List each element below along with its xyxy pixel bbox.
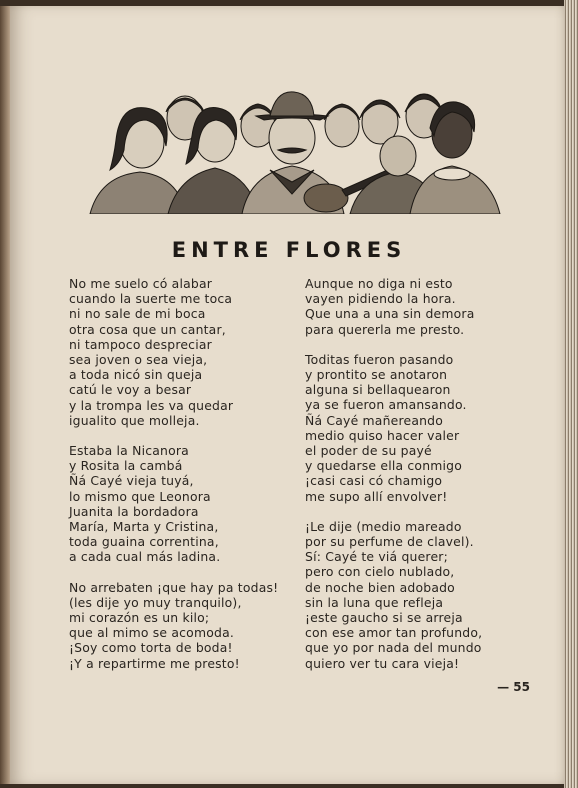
verse-line: y Rosita la cambá: [69, 458, 183, 474]
stanza: [305, 276, 482, 337]
left-column: [69, 276, 278, 686]
verse-line: ¡casi casi có chamigo: [305, 473, 443, 489]
verse-line: vayen pidiendo la hora.: [305, 291, 456, 307]
verse-line: por su perfume de clavel).: [305, 534, 474, 550]
verse-line: pero con cielo nublado,: [305, 564, 455, 580]
verse-line: Ñá Cayé mañereando: [305, 412, 444, 428]
verse-line: que yo por nada del mundo: [305, 640, 482, 656]
verse-line: ¡Soy como torta de boda!: [69, 640, 233, 656]
right-column: [305, 276, 482, 686]
verse-line: Que una a una sin demora: [305, 306, 475, 322]
verse-line: toda guaina correntina,: [69, 534, 219, 550]
verse-line: alguna si bellaquearon: [305, 382, 451, 398]
verse-line: Aunque no diga ni esto: [305, 276, 453, 291]
verse-line: María, Marta y Cristina,: [69, 519, 219, 535]
verse-line: ni no sale de mi boca: [69, 306, 206, 322]
page-number: — 55: [497, 680, 530, 694]
stanza: [69, 276, 278, 428]
verse-line: Toditas fueron pasando: [305, 351, 454, 367]
verse-line: No arrebaten ¡que hay pa todas!: [69, 579, 279, 595]
verse-line: sin la luna que refleja: [305, 594, 444, 610]
verse-line: ¡Y a repartirme me presto!: [69, 655, 240, 671]
illustration-figures: [80, 90, 510, 214]
verse-line: lo mismo que Leonora: [69, 488, 211, 504]
verse-line: a cada cual más ladina.: [69, 549, 221, 565]
verse-line: y prontito se anotaron: [305, 367, 448, 383]
verse-line: Estaba la Nicanora: [69, 443, 189, 459]
verse-line: catú le voy a besar: [69, 382, 192, 398]
stanza: [69, 443, 278, 565]
page-edges: [564, 0, 578, 788]
verse-line: ¡Le dije (medio mareado: [305, 518, 462, 534]
verse-line: para quererla me presto.: [305, 321, 465, 337]
stanza: [305, 519, 482, 671]
poem-title: ENTRE FLORES: [171, 238, 407, 262]
verse-line: cuando la suerte me toca: [69, 291, 233, 307]
verse-line: medio quiso hacer valer: [305, 427, 460, 443]
verse-line: sea joven o sea vieja,: [69, 352, 208, 368]
verse-line: y la trompa les va quedar: [69, 397, 234, 413]
verse-line: y quedarse ella conmigo: [305, 458, 463, 474]
verse-line: No me suelo có alabar: [69, 276, 213, 291]
verse-line: Sí: Cayé te viá querer;: [305, 549, 448, 565]
verse-line: Ñá Cayé vieja tuyá,: [69, 473, 194, 489]
verse-line: el poder de su payé: [305, 443, 432, 459]
verse-line: ¡este gaucho si se arreja: [305, 610, 463, 626]
verse-line: igualito que molleja.: [69, 412, 200, 428]
verse-line: Juanita la bordadora: [69, 503, 199, 519]
verse-line: me supo allí envolver!: [305, 488, 448, 504]
stanza: [305, 352, 482, 504]
verse-line: ni tampoco despreciar: [69, 336, 212, 352]
stanza: [69, 580, 278, 671]
verse-line: a toda nicó sin queja: [69, 367, 203, 383]
verse-line: ya se fueron amansando.: [305, 397, 467, 413]
verse-line: quiero ver tu cara vieja!: [305, 655, 460, 671]
verse-line: que al mimo se acomoda.: [69, 625, 235, 641]
verse-line: mi corazón es un kilo;: [69, 610, 210, 626]
verse-line: otra cosa que un cantar,: [69, 321, 226, 337]
verse-line: con ese amor tan profundo,: [305, 625, 483, 641]
verse-line: de noche bien adobado: [305, 579, 455, 595]
verse-line: (les dije yo muy tranquilo),: [69, 594, 242, 610]
